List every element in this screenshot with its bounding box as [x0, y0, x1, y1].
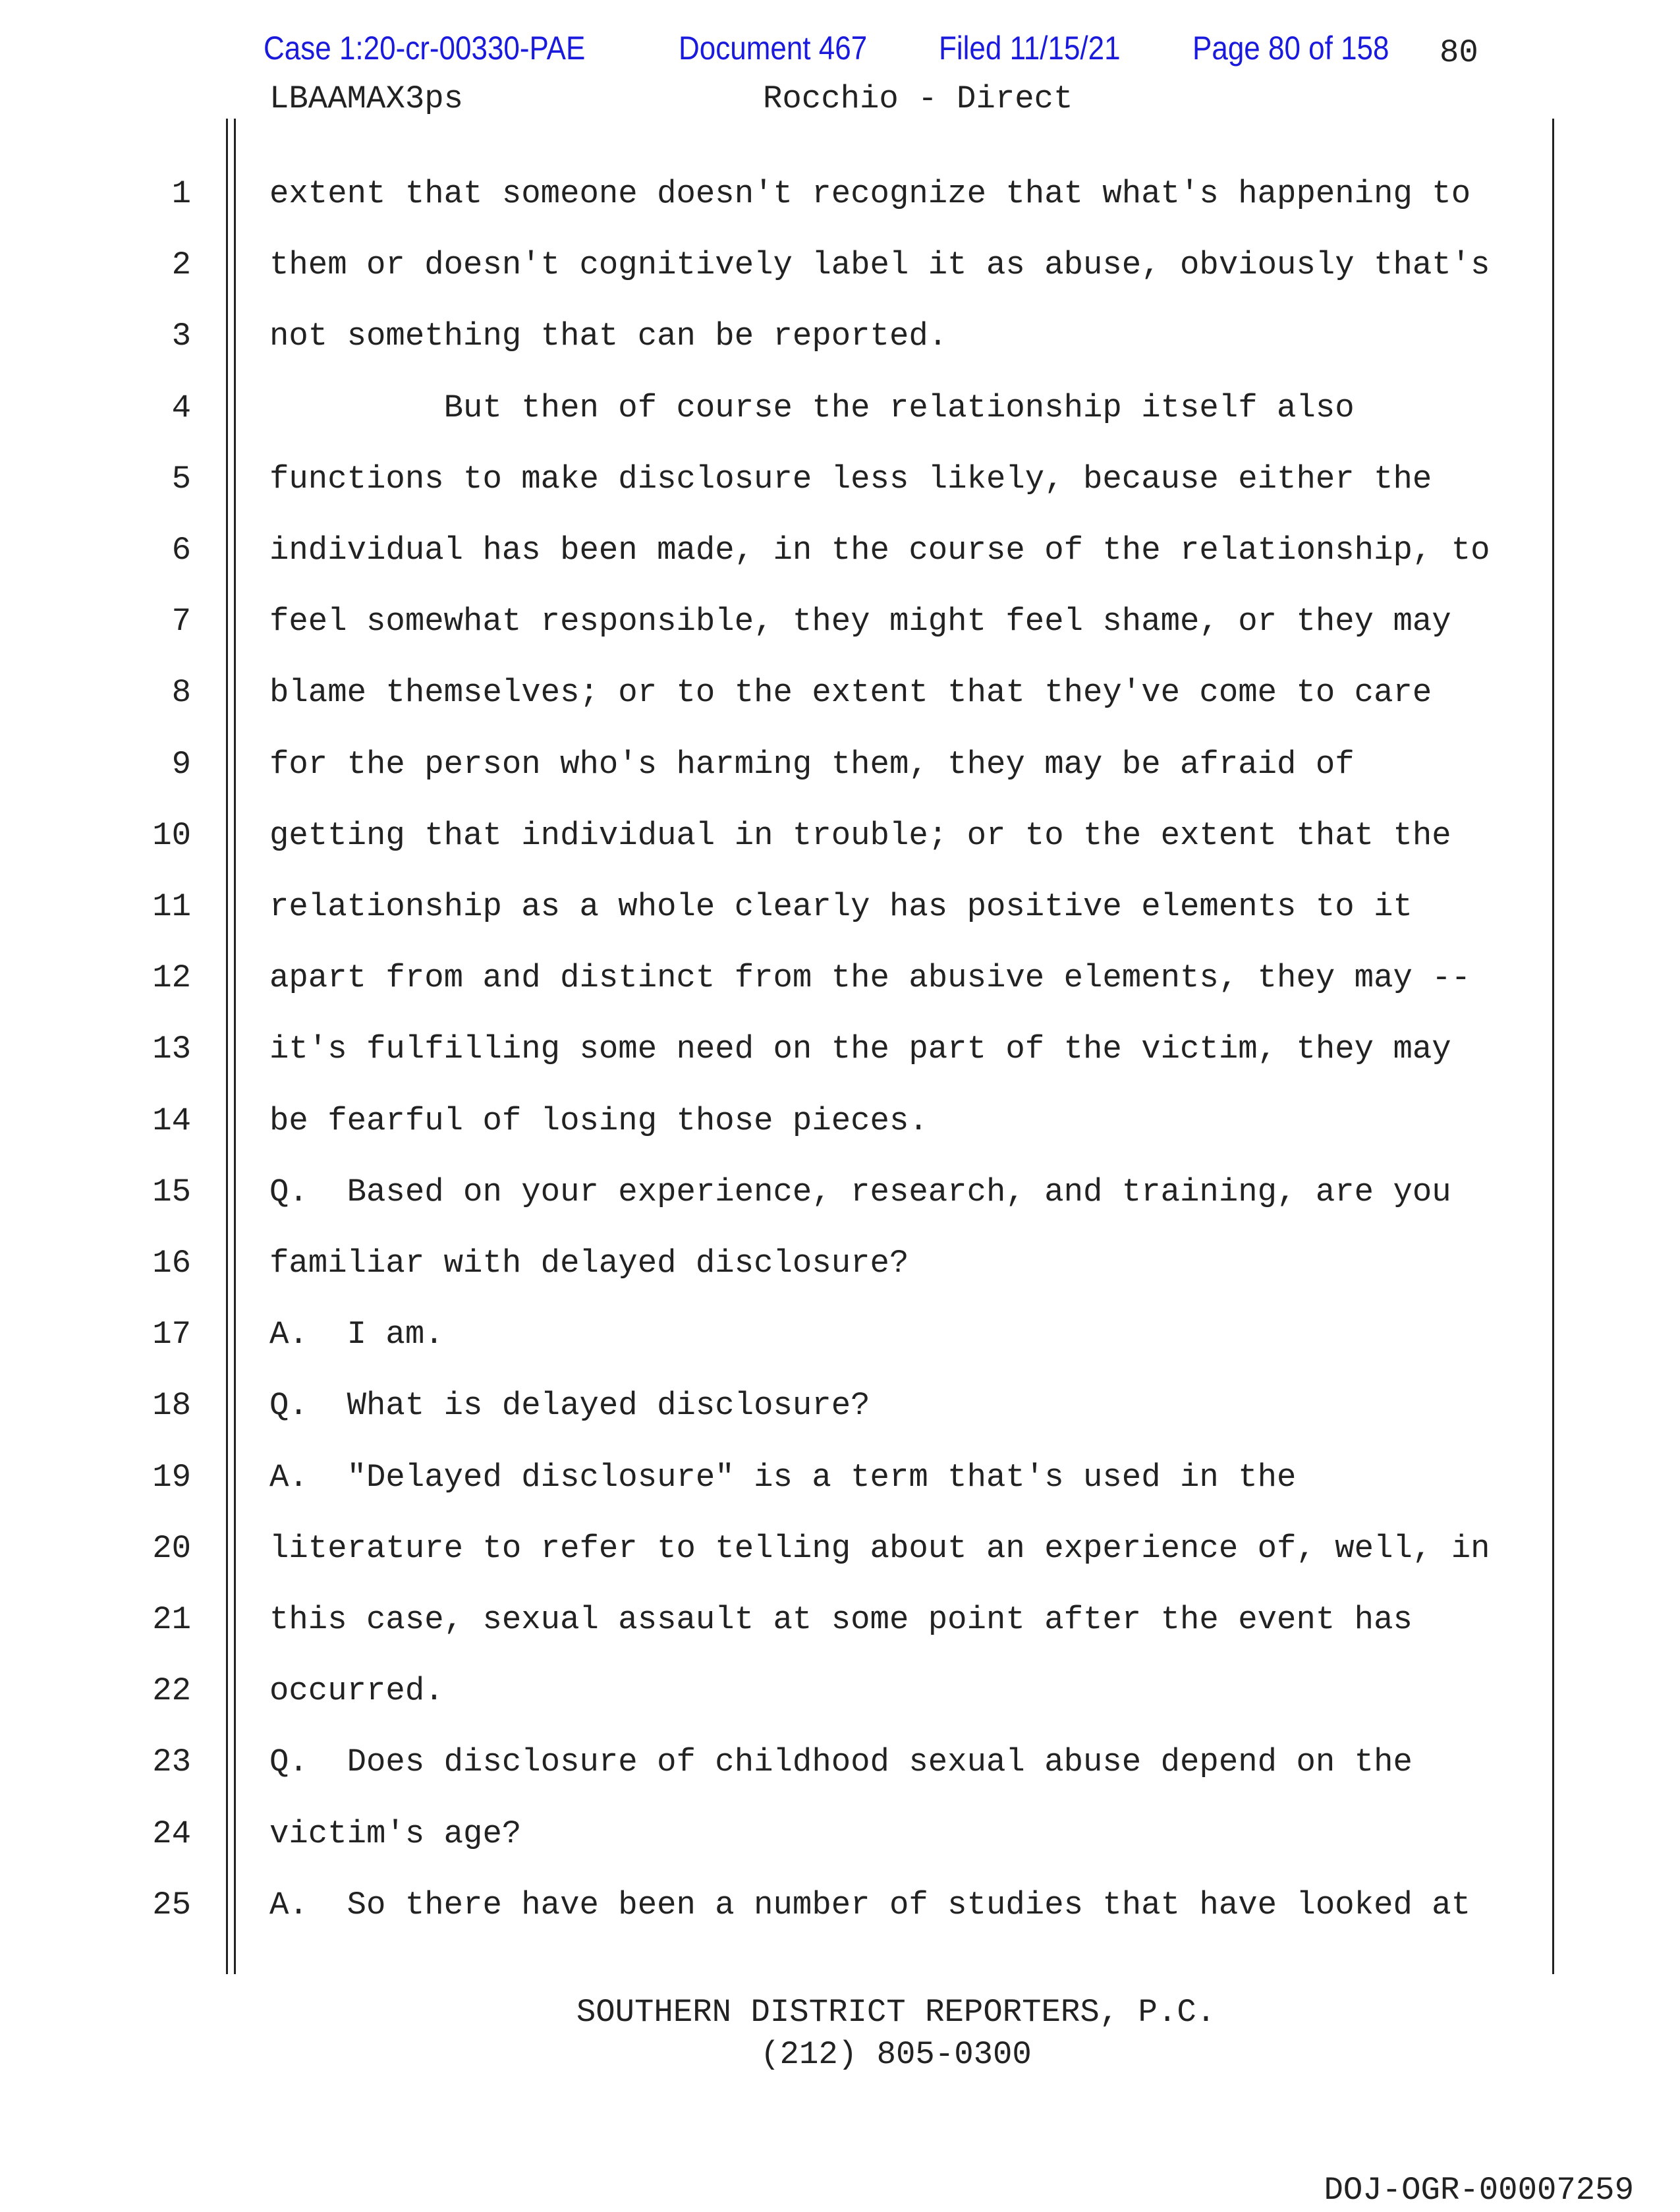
footer-phone: (212) 805-0300 [760, 2036, 1032, 2073]
page-of: Page 80 of 158 [1192, 30, 1389, 67]
line-number: 13 [152, 1031, 191, 1068]
line-number: 23 [152, 1744, 191, 1781]
line-number: 5 [171, 460, 191, 497]
page-number: 80 [1440, 34, 1478, 71]
line-number: 4 [171, 389, 191, 426]
transcript-line: victim's age? [269, 1815, 522, 1852]
transcript-line: Q. Does disclosure of childhood sexual abuse depend on the [269, 1744, 1413, 1781]
document-number: Document 467 [679, 30, 868, 67]
transcript-line: A. So there have been a number of studies that have looked at [269, 1886, 1471, 1923]
line-number: 11 [152, 888, 191, 925]
left-margin-rule [226, 119, 228, 1974]
transcript-line: it's fulfilling some need on the part of the victim, they may [269, 1031, 1451, 1068]
transcript-line: extent that someone doesn't recognize that what's happening to [269, 175, 1471, 212]
transcript-line: familiar with delayed disclosure? [269, 1245, 909, 1282]
transcript-line: feel somewhat responsible, they might feel shame, or they may [269, 603, 1451, 640]
line-number: 1 [171, 175, 191, 212]
transcript-line: them or doesn't cognitively label it as abuse, obviously that's [269, 246, 1490, 284]
transcript-line: functions to make disclosure less likely, because either the [269, 460, 1432, 497]
filed-date: Filed 11/15/21 [939, 30, 1121, 67]
transcript-line: Q. What is delayed disclosure? [269, 1387, 870, 1425]
line-number: 20 [152, 1529, 191, 1567]
header-right: Rocchio - Direct [763, 80, 1073, 117]
line-number: 25 [152, 1886, 191, 1923]
transcript-line: be fearful of losing those pieces. [269, 1102, 928, 1139]
transcript-line: Q. Based on your experience, research, and training, are you [269, 1173, 1451, 1210]
transcript-line: for the person who's harming them, they may be afraid of [269, 745, 1355, 783]
line-number: 19 [152, 1458, 191, 1496]
transcript-line: A. "Delayed disclosure" is a term that's used in the [269, 1458, 1297, 1496]
line-number: 18 [152, 1387, 191, 1425]
transcript-line: individual has been made, in the course of the relationship, to [269, 532, 1490, 569]
bates-number: DOJ-OGR-00007259 [1324, 2172, 1634, 2209]
line-number: 24 [152, 1815, 191, 1852]
transcript-line: relationship as a whole clearly has positive elements to it [269, 888, 1413, 925]
transcript-line: But then of course the relationship itself also [269, 389, 1355, 426]
header-left: LBAAMAX3ps [269, 80, 464, 117]
right-margin-rule [1552, 119, 1554, 1974]
transcript-line: apart from and distinct from the abusive elements, they may -- [269, 959, 1471, 997]
line-number: 2 [171, 246, 191, 284]
transcript-line: not something that can be reported. [269, 318, 948, 355]
line-number: 10 [152, 816, 191, 854]
case-number: Case 1:20-cr-00330-PAE [264, 30, 586, 67]
line-number: 6 [171, 532, 191, 569]
line-number: 15 [152, 1173, 191, 1210]
line-number: 17 [152, 1316, 191, 1353]
transcript-line: occurred. [269, 1672, 444, 1710]
line-number: 14 [152, 1102, 191, 1139]
line-number: 12 [152, 959, 191, 997]
line-number: 21 [152, 1601, 191, 1638]
line-number: 8 [171, 674, 191, 712]
transcript-line: getting that individual in trouble; or to the extent that the [269, 816, 1451, 854]
transcript-line: A. I am. [269, 1316, 444, 1353]
line-number: 22 [152, 1672, 191, 1710]
transcript-line: literature to refer to telling about an experience of, well, in [269, 1529, 1490, 1567]
line-number: 3 [171, 318, 191, 355]
transcript-line: this case, sexual assault at some point after the event has [269, 1601, 1413, 1638]
transcript-line: blame themselves; or to the extent that they've come to care [269, 674, 1432, 712]
footer-reporter: SOUTHERN DISTRICT REPORTERS, P.C. [576, 1994, 1216, 2031]
left-margin-rule [234, 119, 236, 1974]
line-number: 7 [171, 603, 191, 640]
line-number: 16 [152, 1245, 191, 1282]
line-number: 9 [171, 745, 191, 783]
